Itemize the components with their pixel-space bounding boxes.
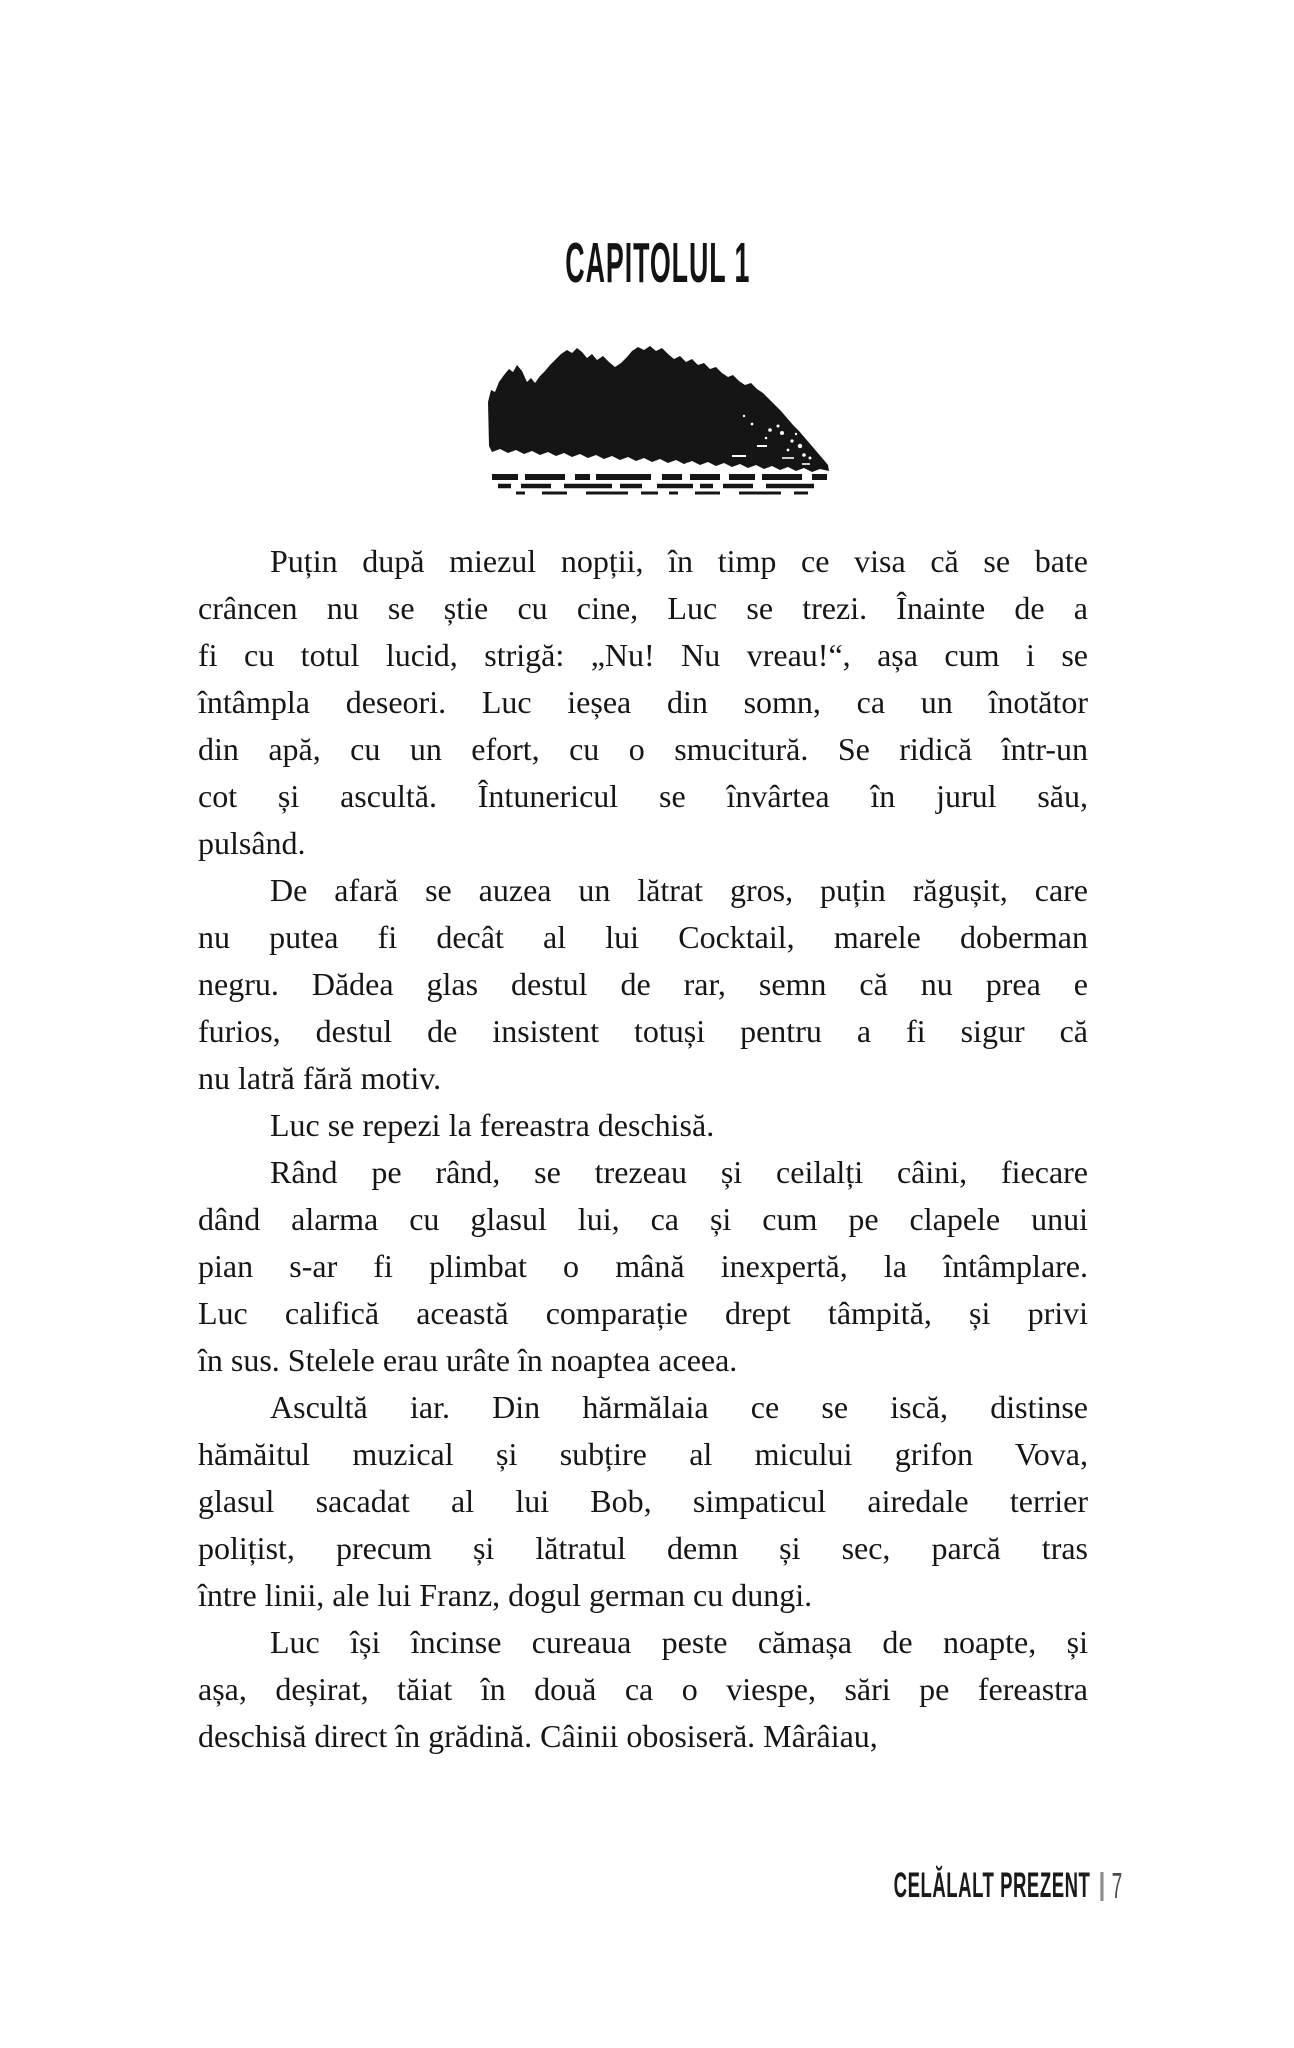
text-line: Luc se repezi la fereastra deschisă. bbox=[270, 1107, 715, 1143]
text-line: fi cu totul lucid, strigă: „Nu! Nu vreau!“, așa cum i se bbox=[198, 637, 1088, 673]
text-line: deschisă direct în grădină. Câinii obosiseră. Mârâiau, bbox=[198, 1718, 878, 1754]
text-line: hămăitul muzical și subțire al micului grifon Vova, bbox=[198, 1436, 1088, 1472]
text-line: din apă, cu un efort, cu o smucitură. Se ridică într-un bbox=[198, 731, 1088, 767]
text-line: pulsând. bbox=[198, 825, 306, 861]
text-line: Luc își încinse cureaua peste cămașa de noapte, și bbox=[270, 1624, 1088, 1660]
text-line: în sus. Stelele erau urâte în noaptea aceea. bbox=[198, 1342, 738, 1378]
text-line: Puțin după miezul nopții, în timp ce visa că se bate bbox=[270, 543, 1088, 579]
text-line: Rând pe rând, se trezeau și ceilalți câini, fiecare bbox=[270, 1154, 1088, 1190]
text-line: polițist, precum și lătratul demn și sec, parcă tras bbox=[198, 1530, 1088, 1566]
text-line: așa, deșirat, tăiat în două ca o viespe, sări pe fereastra bbox=[198, 1671, 1088, 1707]
footer-separator-bar bbox=[1100, 1872, 1103, 1901]
text-line: nu putea fi decât al lui Cocktail, marele doberman bbox=[198, 919, 1088, 955]
body-text bbox=[198, 538, 1088, 1760]
text-line: De afară se auzea un lătrat gros, puțin răgușit, care bbox=[270, 872, 1088, 908]
text-line: dând alarma cu glasul lui, ca și cum pe clapele unui bbox=[198, 1201, 1088, 1237]
text-line: pian s-ar fi plimbat o mână inexpertă, la întâmplare. bbox=[198, 1248, 1088, 1284]
island-silhouette-drawing bbox=[482, 338, 834, 496]
text-line: nu latră fără motiv. bbox=[198, 1060, 442, 1096]
text-line: întâmpla deseori. Luc ieșea din somn, ca un înotător bbox=[198, 684, 1088, 720]
chapter-heading-text: CAPITOLUL 1 bbox=[565, 231, 751, 295]
text-line: crâncen nu se știe cu cine, Luc se trezi. Înainte de a bbox=[198, 590, 1088, 626]
text-line: negru. Dădea glas destul de rar, semn că nu prea e bbox=[198, 966, 1088, 1002]
text-line: Ascultă iar. Din hărmălaia ce se iscă, distinse bbox=[270, 1389, 1088, 1425]
footer-book-title: CELĂLALT PREZENT bbox=[893, 1866, 1091, 1905]
text-line: glasul sacadat al lui Bob, simpaticul airedale terrier bbox=[198, 1483, 1088, 1519]
chapter-illustration bbox=[482, 338, 834, 496]
text-line: cot și ascultă. Întunericul se învârtea în jurul său, bbox=[198, 778, 1088, 814]
chapter-heading bbox=[0, 231, 1294, 295]
text-line: furios, destul de insistent totuși pentru a fi sigur că bbox=[198, 1013, 1088, 1049]
running-footer bbox=[893, 1866, 1122, 1906]
text-line: Luc califică această comparație drept tâmpită, și privi bbox=[198, 1295, 1088, 1331]
text-line: între linii, ale lui Franz, dogul german cu dungi. bbox=[198, 1577, 813, 1613]
footer-page-number: 7 bbox=[1111, 1865, 1122, 1906]
